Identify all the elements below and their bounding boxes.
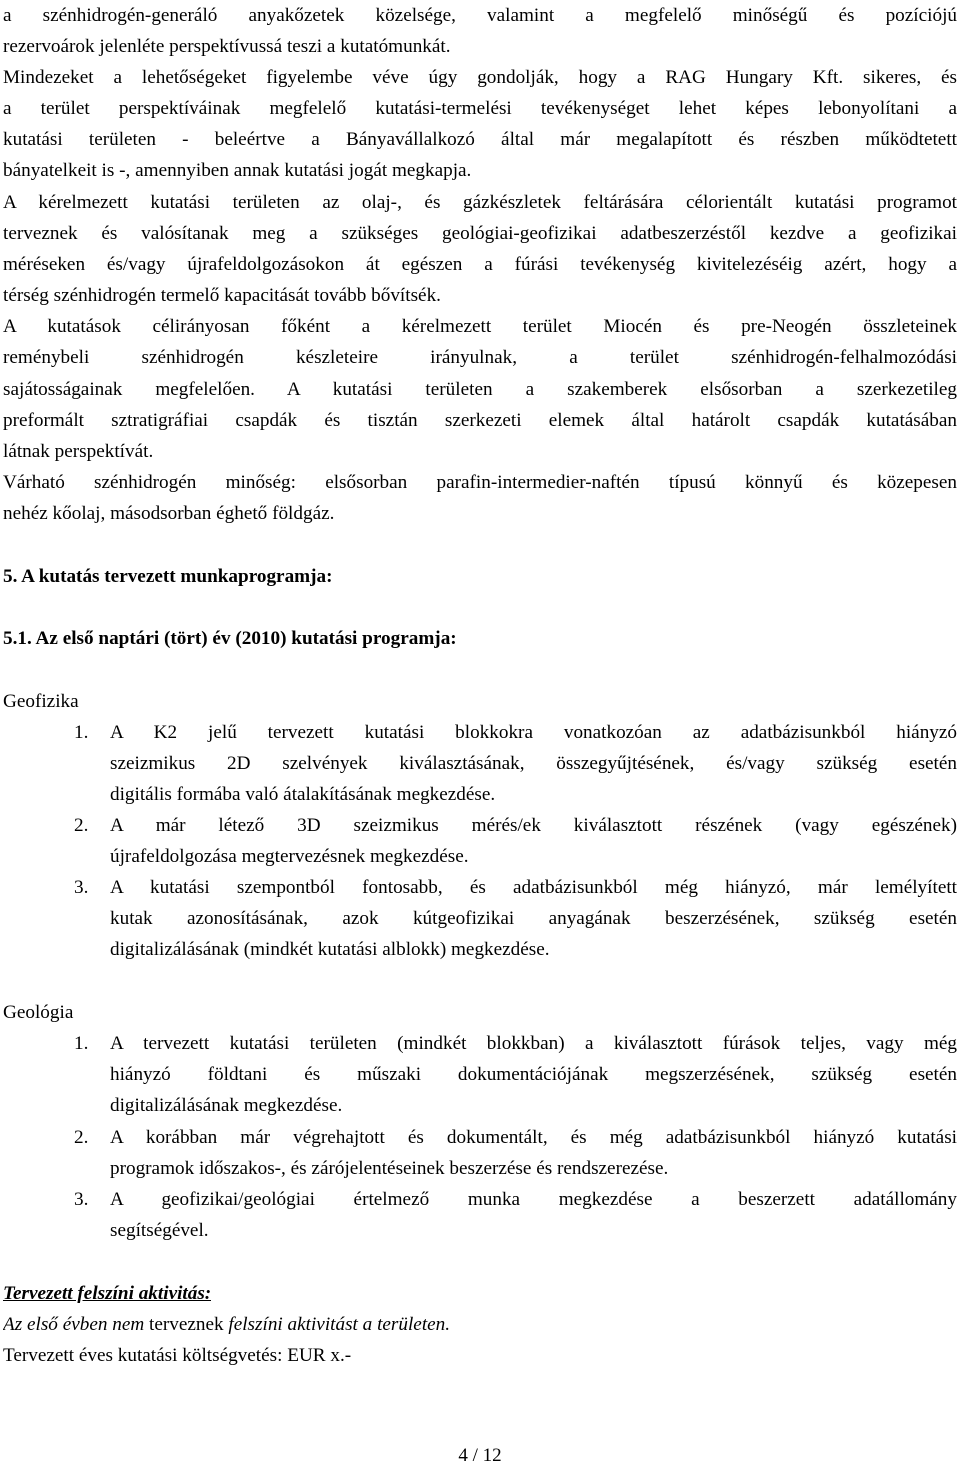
- geophysics-item-3-line-3: digitalizálásának (mindkét kutatási alblokk) megkezdése.: [110, 939, 550, 960]
- geophysics-item-2-line-2: újrafeldolgozása megtervezésnek megkezdése.: [110, 846, 469, 867]
- geophysics-item-2-line-1: A már létező 3D szeizmikus mérés/ek kiválasztott részének (vagy egészének): [110, 815, 957, 836]
- geology-item-3-number: 3.: [74, 1189, 89, 1210]
- geology-item-3-line-1: A geofizikai/geológiai értelmező munka megkezdése a beszerzett adatállomány: [110, 1189, 957, 1210]
- geophysics-item-3-line-1: A kutatási szempontból fontosabb, és adatbázisunkból még hiányzó, már lemélyített: [110, 877, 957, 898]
- geology-item-2-number: 2.: [74, 1127, 89, 1148]
- intro-line-4: a terület perspektíváinak megfelelő kutatási-termelési tevékenységet lehet képes lebonyolítani a: [3, 98, 957, 119]
- geology-label: Geológia: [3, 1002, 74, 1023]
- geology-item-1-line-1: A tervezett kutatási területen (mindkét blokkban) a kiválasztott fúrások teljes, vagy még: [110, 1033, 957, 1054]
- program-line-3: méréseken és/vagy újrafeldolgozásokon át egészen a fúrási tevékenység kivitelezéséig azért, hogy a: [3, 254, 957, 275]
- surface-activity-part-1: Az első évben nem: [3, 1314, 145, 1335]
- intro-line-6: bányatelkeit is -, amennyiben annak kutatási jogát megkapja.: [3, 160, 472, 181]
- program-line-2: terveznek és valósítanak meg a szükséges geológiai-geofizikai adatbeszerzéstől kezdve a geofizikai: [3, 223, 957, 244]
- geophysics-item-1-line-2: szeizmikus 2D szelvények kiválasztásának, összegyűjtésének, és/vagy szükség esetén: [110, 753, 957, 774]
- target-line-5: látnak perspektívát.: [3, 441, 154, 462]
- intro-line-5: kutatási területen - beleértve a Bányavállalkozó által már megalapított és részben működtetett: [3, 129, 957, 150]
- geology-item-2-line-2: programok időszakos-, és zárójelentéseinek beszerzése és rendszerezése.: [110, 1158, 669, 1179]
- section-heading: 5. A kutatás tervezett munkaprogramja:: [3, 566, 333, 587]
- surface-activity-part-3: felszíni aktivitást a területen.: [228, 1314, 451, 1335]
- geology-item-1-line-3: digitalizálásának megkezdése.: [110, 1095, 343, 1116]
- geophysics-item-2-number: 2.: [74, 815, 89, 836]
- program-line-1: A kérelmezett kutatási területen az olaj-, és gázkészletek feltárására célorientált kutatási programot: [3, 192, 957, 213]
- geophysics-item-1-number: 1.: [74, 722, 89, 743]
- geology-item-1-line-2: hiányzó földtani és műszaki dokumentációjának megszerzésének, szükség esetén: [110, 1064, 957, 1085]
- geophysics-item-1-line-3: digitális formába való átalakításának megkezdése.: [110, 784, 496, 805]
- geophysics-label: Geofizika: [3, 691, 79, 712]
- geophysics-item-3-number: 3.: [74, 877, 89, 898]
- subsection-heading: 5.1. Az első naptári (tört) év (2010) kutatási programja:: [3, 628, 457, 649]
- target-line-3: sajátosságainak megfelelően. A kutatási területen a szakemberek elsősorban a szerkezetileg: [3, 379, 957, 400]
- page-number: 4 / 12: [458, 1445, 502, 1466]
- target-line-1: A kutatások célirányosan főként a kérelmezett terület Miocén és pre-Neogén összleteinek: [3, 316, 957, 337]
- target-line-2: reménybeli szénhidrogén készleteire irányulnak, a terület szénhidrogén-felhalmozódási: [3, 347, 957, 368]
- intro-line-2: rezervoárok jelenléte perspektívussá teszi a kutatómunkát.: [3, 36, 451, 57]
- intro-line-3: Mindezeket a lehetőségeket figyelembe véve úgy gondolják, hogy a RAG Hungary Kft. sikeres, és: [3, 67, 957, 88]
- surface-activity-heading: Tervezett felszíni aktivitás:: [3, 1283, 212, 1304]
- budget-line: Tervezett éves kutatási költségvetés: EUR x.-: [3, 1345, 352, 1366]
- geophysics-item-1-line-1: A K2 jelű tervezett kutatási blokkokra vonatkozóan az adatbázisunkból hiányzó: [110, 722, 957, 743]
- quality-line-1: Várható szénhidrogén minőség: elsősorban parafin-intermedier-naftén típusú könnyű és közepesen: [3, 472, 957, 493]
- intro-line-1: a szénhidrogén-generáló anyakőzetek közelsége, valamint a megfelelő minőségű és pozíciójú: [3, 5, 957, 26]
- geology-item-2-line-1: A korábban már végrehajtott és dokumentált, és még adatbázisunkból hiányzó kutatási: [110, 1127, 957, 1148]
- target-line-4: preformált sztratigráfiai csapdák és tisztán szerkezeti elemek által határolt csapdák kutatásában: [3, 410, 957, 431]
- surface-activity-statement: [3, 1309, 957, 1340]
- quality-line-2: nehéz kőolaj, másodsorban éghető földgáz.: [3, 503, 335, 524]
- geophysics-item-3-line-2: kutak azonosításának, azok kútgeofizikai anyagának beszerzésének, szükség esetén: [110, 908, 957, 929]
- geology-item-1-number: 1.: [74, 1033, 89, 1054]
- program-line-4: térség szénhidrogén termelő kapacitását tovább bővítsék.: [3, 285, 441, 306]
- surface-activity-part-2: terveznek: [144, 1314, 229, 1335]
- geology-item-3-line-2: segítségével.: [110, 1220, 209, 1241]
